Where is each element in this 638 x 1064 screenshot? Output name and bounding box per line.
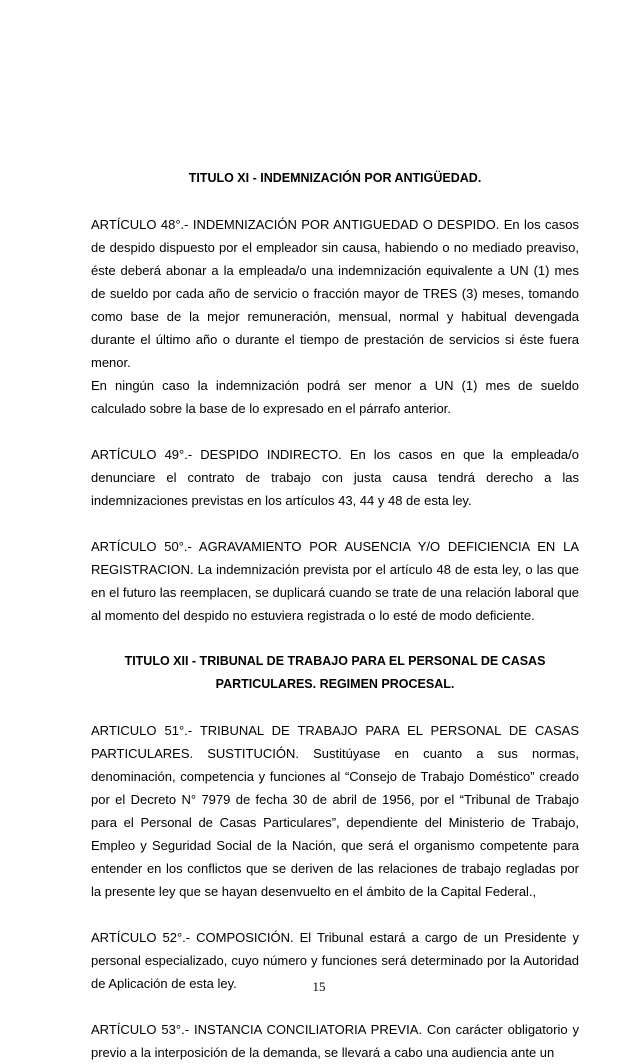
spacer: [91, 903, 579, 926]
spacer: [91, 627, 579, 650]
spacer: [91, 995, 579, 1018]
article-48-paragraph: ARTÍCULO 48°.- INDEMNIZACIÓN POR ANTIGUEDAD O DESPIDO. En los casos de despido dispuesto por el empleador sin causa, habiendo o no mediado preaviso, éste deberá abonar a la empleada/o una indemnización equivalente a UN (1) mes de sueldo por cada año de servicio o fracción mayor de TRES (3) meses, tomando como base de la mejor remuneración, mensual, normal y habitual devengada durante el último año o durante el tiempo de prestación de servicios si éste fuera menor.: [91, 217, 579, 370]
spacer: [91, 696, 579, 719]
article-52-paragraph: ARTÍCULO 52°.- COMPOSICIÓN. El Tribunal estará a cargo de un Presidente y personal especializado, cuyo número y funciones será determinado por la Autoridad de Aplicación de esta ley.: [91, 930, 579, 991]
spacer: [91, 420, 579, 443]
article-53-paragraph: ARTÍCULO 53°.- INSTANCIA CONCILIATORIA PREVIA. Con carácter obligatorio y previo a la interposición de la demanda, se llevará a cabo una audiencia ante un: [91, 1022, 579, 1060]
title-xi-heading: TITULO XI - INDEMNIZACIÓN POR ANTIGÜEDAD.: [188, 171, 482, 185]
title-xii-heading-line-2: PARTICULARES. REGIMEN PROCESAL.: [215, 677, 455, 691]
spacer: [91, 190, 579, 213]
article-50-paragraph: ARTÍCULO 50°.- AGRAVAMIENTO POR AUSENCIA Y/O DEFICIENCIA EN LA REGISTRACION. La indemnización prevista por el artículo 48 de esta ley, o las que en el futuro las reemplacen, se duplicará cuando se trate de una relación laboral que al momento del despido no estuviera registrada o lo esté de modo deficiente.: [91, 539, 579, 623]
article-48-second-paragraph: En ningún caso la indemnización podrá ser menor a UN (1) mes de sueldo calculado sobre la base de lo expresado en el párrafo anterior.: [91, 378, 579, 416]
title-xii-heading-line-1: TITULO XII - TRIBUNAL DE TRABAJO PARA EL PERSONAL DE CASAS: [124, 654, 546, 668]
article-51-paragraph: ARTICULO 51°.- TRIBUNAL DE TRABAJO PARA EL PERSONAL DE CASAS PARTICULARES. SUSTITUCIÓN. Sustitúyase en cuanto a sus normas, denominación, competencia y funciones al “Consejo de Trabajo Doméstico” creado por el Decreto N° 7979 de fecha 30 de abril de 1956, por el “Tribunal de Trabajo para el Personal de Casas Particulares”, dependiente del Ministerio de Trabajo, Empleo y Seguridad Social de la Nación, que será el organismo competente para entender en los conflictos que se deriven de las relaciones de trabajo regladas por la presente ley que se hayan desenvuelto en el ámbito de la Capital Federal.,: [91, 723, 579, 899]
page-number: 15: [312, 979, 326, 994]
article-49-paragraph: ARTÍCULO 49°.- DESPIDO INDIRECTO. En los casos en que la empleada/o denunciare el contrato de trabajo con justa causa tendrá derecho a las indemnizaciones previstas en los artículos 43, 44 y 48 de esta ley.: [91, 447, 579, 508]
spacer: [91, 512, 579, 535]
page-content: [91, 167, 579, 1064]
